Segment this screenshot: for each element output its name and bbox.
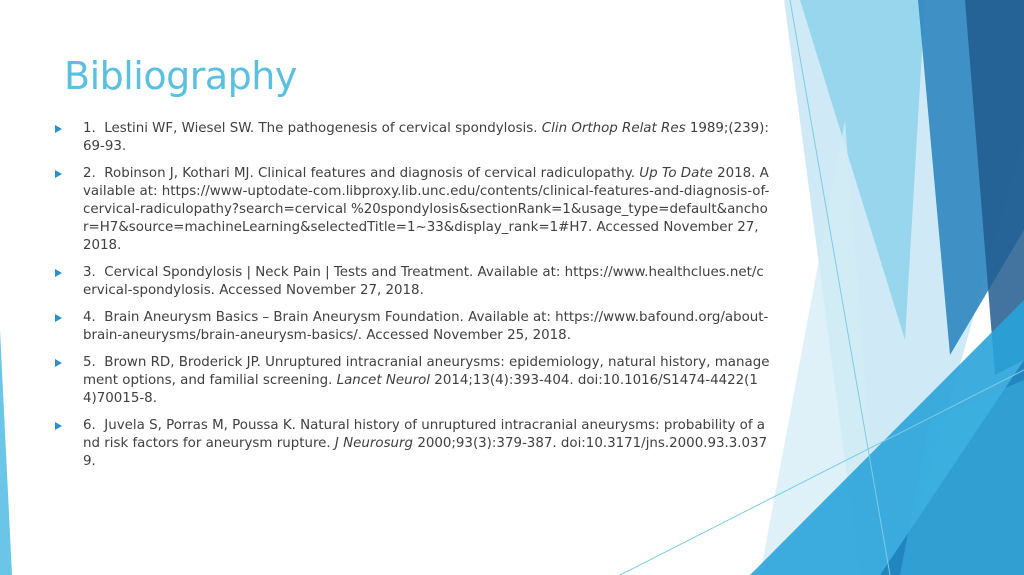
triangle-right-icon — [55, 359, 62, 367]
list-item — [55, 120, 770, 156]
page-title: Bibliography — [64, 54, 297, 98]
list-item — [55, 264, 770, 300]
ref-journal: Clin Orthop Relat Res — [541, 121, 686, 136]
bibliography-list — [55, 120, 770, 480]
triangle-right-icon — [55, 422, 62, 430]
ref-text: Brown RD, Broderick JP. Unruptured intracranial aneurysms: epidemiology, natural history, management options, and familial screening. — [83, 355, 770, 388]
ref-number: 5. — [83, 355, 96, 370]
triangle-right-icon — [55, 314, 62, 322]
ref-journal: Lancet Neurol — [336, 373, 431, 388]
ref-number: 1. — [83, 121, 96, 136]
ref-details: 2018. Available at: https://www-uptodate-com.libproxy.lib.unc.edu/contents/clinical-features-and-diagnosis-of-cervical-radiculopathy?search=cervical %20spondylosis&sectionRank=1&usage_type=default&anchor=H7&source=machineLearning&selectedTitle=1~33&display_rank=1#H7. Accessed November 27, 2018. — [83, 166, 770, 253]
ref-text: Cervical Spondylosis | Neck Pain | Tests and Treatment. Available at: https://www.healthclues.net/cervical-spondylosis. Accessed November 27, 2018. — [83, 265, 764, 298]
ref-text: Juvela S, Porras M, Poussa K. Natural history of unruptured intracranial aneurysms: probability of and risk factors for aneurysm rupture. — [83, 418, 765, 451]
list-item — [55, 354, 770, 408]
ref-text: Robinson J, Kothari MJ. Clinical features and diagnosis of cervical radiculopathy. — [104, 166, 635, 181]
ref-journal: J Neurosurg — [334, 436, 414, 451]
ref-number: 4. — [83, 310, 96, 325]
list-item — [55, 309, 770, 345]
ref-text: Brain Aneurysm Basics – Brain Aneurysm Foundation. Available at: https://www.bafound.org/about-brain-aneurysms/brain-aneurysm-basics/. Accessed November 25, 2018. — [83, 310, 769, 343]
triangle-right-icon — [55, 170, 62, 178]
ref-number: 3. — [83, 265, 96, 280]
list-item — [55, 165, 770, 255]
list-item — [55, 417, 770, 471]
ref-details: 2014;13(4):393-404. doi:10.1016/S1474-4422(14)70015-8. — [83, 373, 758, 406]
ref-number: 6. — [83, 418, 96, 433]
ref-number: 2. — [83, 166, 96, 181]
left-edge-facet — [0, 330, 12, 575]
ref-details: 1989;(239):69-93. — [83, 121, 769, 154]
triangle-right-icon — [55, 125, 62, 133]
ref-journal: Up To Date — [639, 166, 713, 181]
ref-text: Lestini WF, Wiesel SW. The pathogenesis of cervical spondylosis. — [104, 121, 538, 136]
triangle-right-icon — [55, 269, 62, 277]
ref-details: 2000;93(3):379-387. doi:10.3171/jns.2000.93.3.0379. — [83, 436, 768, 469]
